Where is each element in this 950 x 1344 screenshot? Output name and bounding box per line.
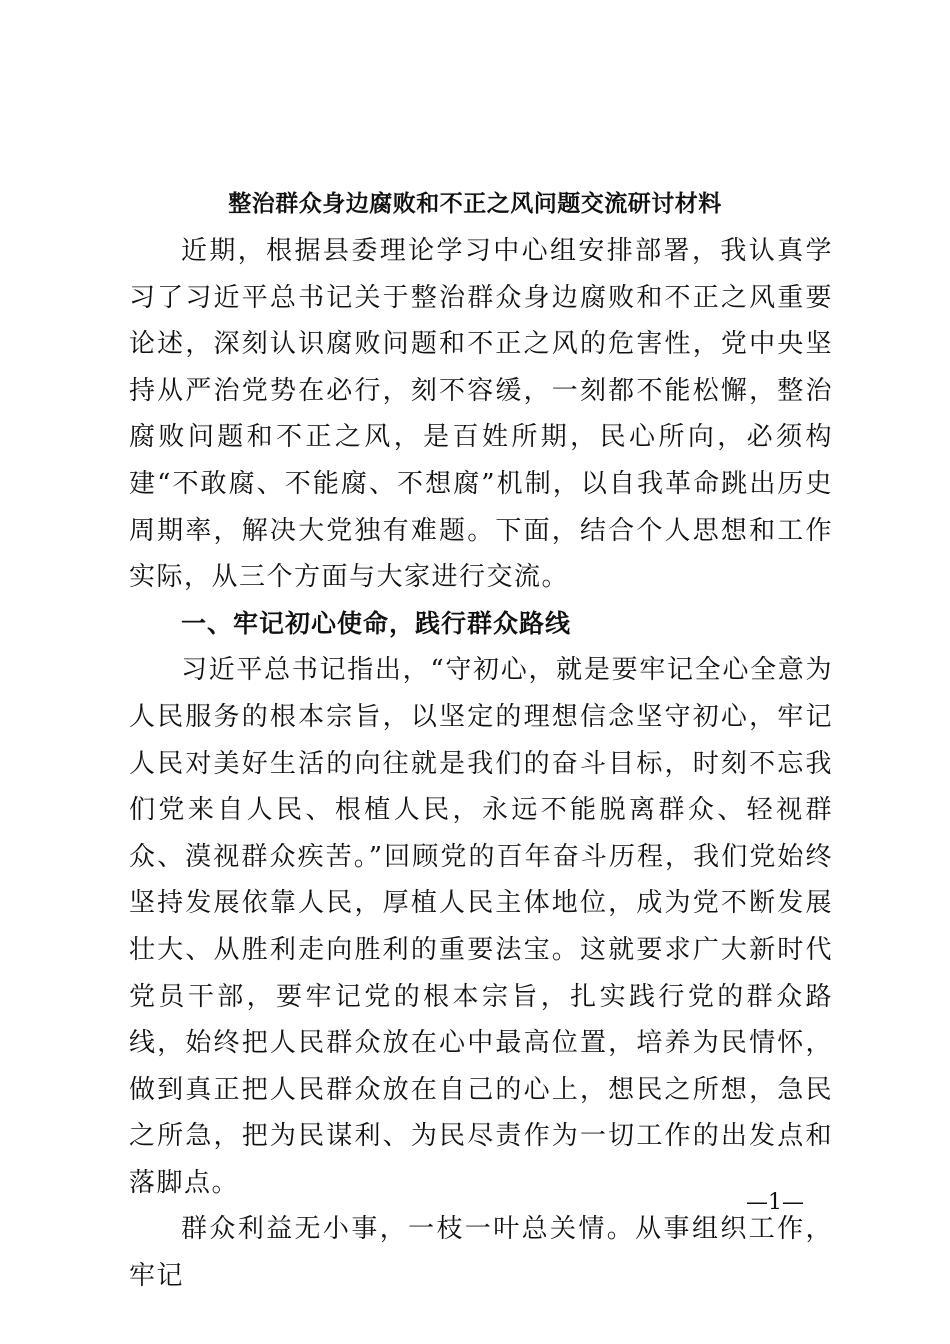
intro-paragraph: 近期，根据县委理论学习中心组安排部署，我认真学习了习近平总书记关于整治群众身边腐败和不正之风重要论述，深刻认识腐败问题和不正之风的危害性，党中央坚持从严治党势在必行，刻不容缓，一刻都不能松懈，整治腐败问题和不正之风，是百姓所期，民心所向，必须构建“不敢腐、不能腐、不想腐”机制，以自我革命跳出历史周期率，解决大党独有难题。下面，结合个人思想和工作实际，从三个方面与大家进行交流。 <box>129 236 833 593</box>
section-1-paragraph-1: 习近平总书记指出，“守初心，就是要牢记全心全意为人民服务的根本宗旨，以坚定的理想信念坚守初心，牢记人民对美好生活的向往就是我们的奋斗目标，时刻不忘我们党来自人民、根植人民，永远不能脱离群众、轻视群众、漠视群众疾苦。”回顾党的百年奋斗历程，我们党始终坚持发展依靠人民，厚植人民主体地位，成为党不断发展壮大、从胜利走向胜利的重要法宝。这就要求广大新时代党员干部，要牢记党的根本宗旨，扎实践行党的群众路线，始终把人民群众放在心中最高位置，培养为民情怀，做到真正把人民群众放在自己的心上，想民之所想，急民之所急，把为民谋利、为民尽责作为一切工作的出发点和落脚点。 <box>129 655 833 1198</box>
document-body <box>129 228 833 1300</box>
section-1-heading: 一、牢记初心使命，践行群众路线 <box>181 608 572 638</box>
document-title: 整治群众身边腐败和不正之风问题交流研讨材料 <box>228 190 722 217</box>
page-number: —1— <box>746 1190 804 1215</box>
section-1-paragraph-2: 群众利益无小事，一枝一叶总关情。从事组织工作，牢记 <box>129 1214 833 1292</box>
